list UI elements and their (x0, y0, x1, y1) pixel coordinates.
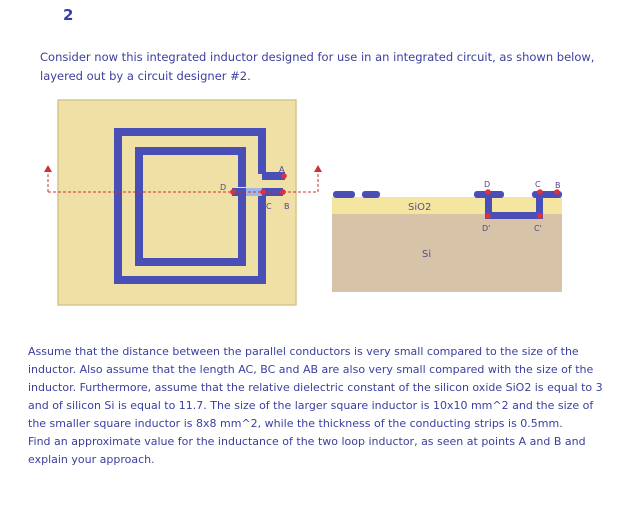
contact-d (230, 189, 236, 195)
section-conductor-2 (362, 191, 380, 198)
section-conductor-1 (333, 191, 355, 198)
label-section-c: C (535, 180, 541, 189)
label-section-d-prime: D' (482, 224, 491, 233)
silicon-layer (332, 214, 562, 292)
contact-b (280, 189, 286, 195)
oxide-layer (332, 197, 562, 214)
section-contact-d-prime (485, 213, 491, 219)
label-sio2: SiO2 (408, 202, 432, 213)
label-si: Si (422, 249, 432, 260)
question-number: 2 (63, 6, 74, 24)
label-c: C (266, 202, 272, 211)
intro-text: Consider now this integrated inductor designed for use in an integrated circuit, as shown below, layered out by a circuit designer #2. (40, 50, 595, 83)
section-contact-c-prime (537, 213, 543, 219)
section-contact-b (554, 189, 560, 195)
section-contact-d (485, 189, 491, 195)
contact-c (260, 189, 266, 195)
label-b: B (284, 202, 290, 211)
label-d: D (220, 183, 227, 192)
label-a: A (279, 165, 285, 174)
label-section-d: D (484, 180, 491, 189)
question-paragraph: Find an approximate value for the inductance of the two loop inductor, as seen at points A and B and explain your approach. (28, 435, 586, 466)
section-arrow-right (314, 165, 322, 172)
problem-body (28, 343, 613, 469)
section-contact-c (537, 189, 543, 195)
label-section-b: B (555, 181, 561, 190)
assumptions-paragraph: Assume that the distance between the parallel conductors is very small compared to the size of the inductor. Also assume that the length AC, BC and AB are also very small compared with the size of the inductor. Furthermore, assume that the relative dielectric constant of the silicon oxide SiO2 is equal to 3 and of silicon Si is equal to 11.7. The size of the larger square inductor is 10x10 mm^2 and the size of the smaller square inductor is 8x8 mm^2, while the thickness of the conducting strips is 0.5mm. (28, 345, 603, 430)
section-arrow-left (44, 165, 52, 172)
label-section-c-prime: C' (534, 224, 542, 233)
contact-a (281, 173, 287, 179)
buried-strip (485, 212, 543, 219)
